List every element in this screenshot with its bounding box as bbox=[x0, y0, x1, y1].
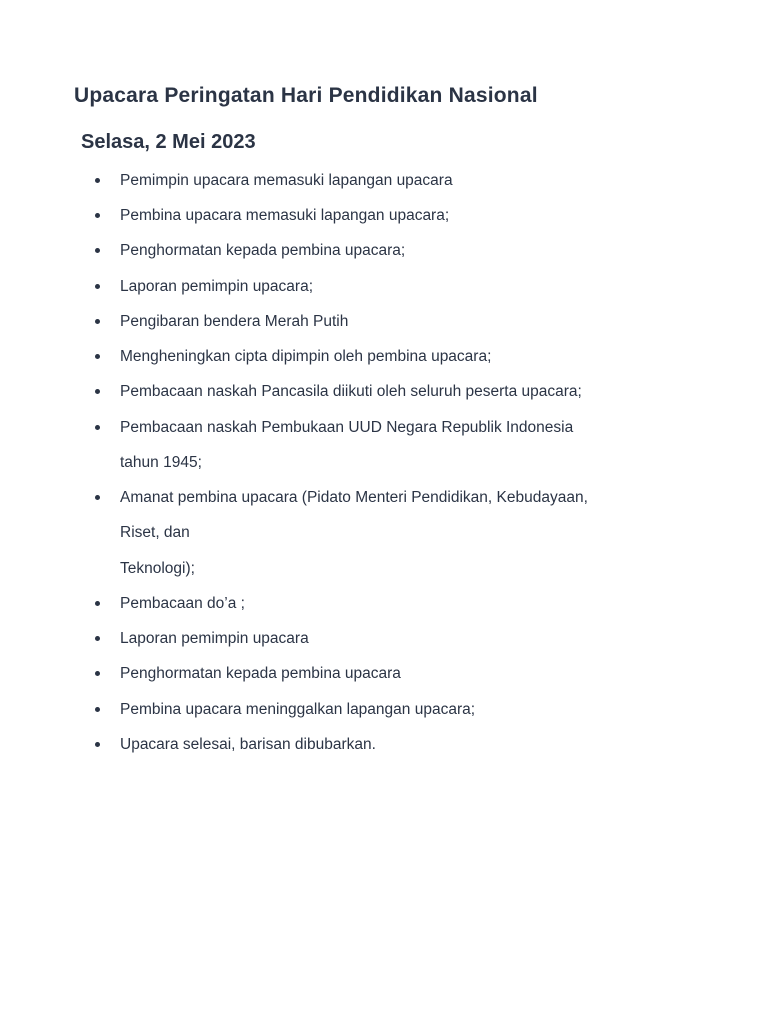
list-item-text: Penghormatan kepada pembina upacara bbox=[120, 665, 401, 682]
list-item-text: Pengibaran bendera Merah Putih bbox=[120, 313, 349, 330]
document-title: Upacara Peringatan Hari Pendidikan Nasional bbox=[74, 84, 538, 107]
list-item-text: Laporan pemimpin upacara; bbox=[120, 278, 314, 295]
bullet-icon bbox=[95, 389, 100, 394]
list-item-text: Pembacaan naskah Pembukaan UUD Negara Republik Indonesia bbox=[120, 419, 574, 436]
bullet-icon bbox=[95, 319, 100, 324]
bullet-icon bbox=[95, 178, 100, 183]
list-item-text: Penghormatan kepada pembina upacara; bbox=[120, 242, 406, 259]
bullet-icon bbox=[95, 707, 100, 712]
bullet-icon bbox=[95, 636, 100, 641]
list-item-text: Mengheningkan cipta dipimpin oleh pembina upacara; bbox=[120, 348, 492, 365]
list-item-text-continued: tahun 1945; bbox=[120, 454, 202, 472]
list-item-text: Pembacaan do’a ; bbox=[120, 595, 245, 612]
list-item bbox=[95, 163, 453, 198]
list-item bbox=[95, 339, 491, 374]
bullet-icon bbox=[95, 742, 100, 747]
list-item-text: Pembina upacara memasuki lapangan upacara; bbox=[120, 207, 450, 224]
document-date: Selasa, 2 Mei 2023 bbox=[81, 131, 256, 153]
list-item bbox=[95, 233, 405, 268]
list-item bbox=[95, 621, 309, 656]
list-item-text: Laporan pemimpin upacara bbox=[120, 630, 309, 647]
bullet-icon bbox=[95, 601, 100, 606]
list-item bbox=[95, 480, 588, 586]
list-item-text-continued: Teknologi); bbox=[120, 559, 195, 577]
list-item-text: Amanat pembina upacara (Pidato Menteri Pendidikan, Kebudayaan, bbox=[120, 489, 588, 506]
bullet-icon bbox=[95, 354, 100, 359]
bullet-icon bbox=[95, 248, 100, 253]
bullet-icon bbox=[95, 495, 100, 500]
list-item bbox=[95, 692, 475, 727]
list-item-text-continued: Riset, dan bbox=[120, 524, 190, 542]
list-item bbox=[95, 410, 573, 481]
bullet-icon bbox=[95, 425, 100, 430]
list-item bbox=[95, 269, 313, 304]
list-item-text: Pembina upacara meninggalkan lapangan upacara; bbox=[120, 701, 476, 718]
bullet-icon bbox=[95, 671, 100, 676]
list-item bbox=[95, 656, 401, 691]
list-item-text: Pemimpin upacara memasuki lapangan upacara bbox=[120, 172, 453, 189]
list-item bbox=[95, 727, 376, 762]
list-item-text: Upacara selesai, barisan dibubarkan. bbox=[120, 736, 376, 753]
list-item bbox=[95, 586, 245, 621]
bullet-icon bbox=[95, 284, 100, 289]
list-item bbox=[95, 304, 348, 339]
bullet-icon bbox=[95, 213, 100, 218]
list-item bbox=[95, 374, 582, 409]
list-item-text: Pembacaan naskah Pancasila diikuti oleh seluruh peserta upacara; bbox=[120, 383, 582, 400]
list-item bbox=[95, 198, 449, 233]
